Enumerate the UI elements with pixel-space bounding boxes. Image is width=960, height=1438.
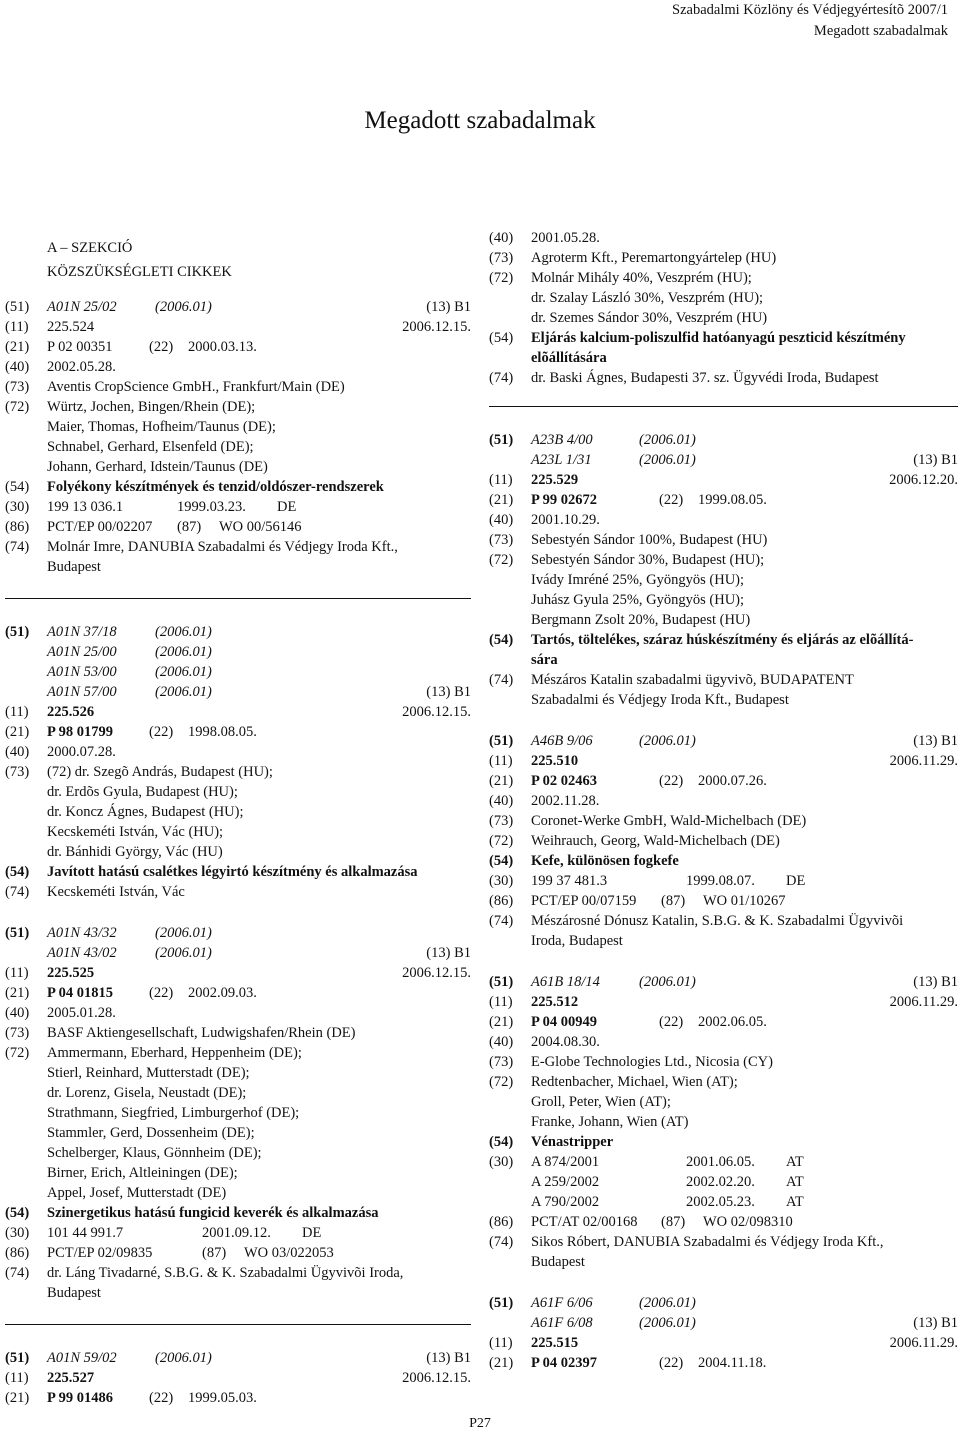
field-text: (11) bbox=[489, 753, 513, 769]
field-text: (87) bbox=[661, 1214, 686, 1230]
field-text: P 04 01815 bbox=[47, 985, 114, 1001]
field-text: (2006.01) bbox=[639, 452, 696, 468]
field-text: PCT/EP 00/07159 bbox=[531, 893, 637, 909]
field-text: (22) bbox=[149, 339, 174, 355]
field-text: P 02 00351 bbox=[47, 339, 113, 355]
field-text: (74) bbox=[5, 1265, 30, 1281]
field-text: Mészárosné Dónusz Katalin, S.B.G. & K. Szabadalmi Ügyvivõi bbox=[531, 913, 904, 929]
field-text: Groll, Peter, Wien (AT); bbox=[531, 1094, 671, 1110]
field-text: (51) bbox=[489, 733, 514, 749]
field-text: WO 02/098310 bbox=[703, 1214, 793, 1230]
field-text: Mészáros Katalin szabadalmi ügyvivõ, BUDAPATENT bbox=[531, 672, 854, 688]
field-text: (2006.01) bbox=[155, 299, 212, 315]
field-text: (73) bbox=[489, 250, 514, 266]
field-text: (72) bbox=[489, 270, 514, 286]
field-text: (51) bbox=[489, 1295, 514, 1311]
field-text: Appel, Josef, Mutterstadt (DE) bbox=[47, 1185, 227, 1201]
field-text: (73) bbox=[5, 1025, 30, 1041]
field-text: 2006.12.15. bbox=[402, 704, 471, 720]
field-text: 225.512 bbox=[531, 994, 579, 1010]
field-text: 2002.05.23. bbox=[686, 1194, 755, 1210]
field-text: (74) bbox=[489, 913, 514, 929]
field-text: Juhász Gyula 25%, Gyöngyös (HU); bbox=[531, 592, 745, 608]
field-text: (86) bbox=[5, 519, 30, 535]
field-text: AT bbox=[786, 1174, 804, 1190]
field-text: (11) bbox=[489, 1335, 513, 1351]
field-text: Budapest bbox=[47, 559, 101, 575]
field-text: 2001.05.28. bbox=[531, 230, 600, 246]
patent-record bbox=[489, 731, 958, 951]
field-text: 1999.08.05. bbox=[698, 492, 767, 508]
page-title: Megadott szabadalmak bbox=[364, 107, 596, 134]
field-text: 2002.11.28. bbox=[531, 793, 600, 809]
field-text: AT bbox=[786, 1154, 804, 1170]
field-text: (86) bbox=[5, 1245, 30, 1261]
field-text: Iroda, Budapest bbox=[531, 933, 623, 949]
field-text: PCT/AT 02/00168 bbox=[531, 1214, 638, 1230]
field-text: (40) bbox=[489, 230, 514, 246]
field-text: (73) bbox=[489, 813, 514, 829]
patent-title: Szinergetikus hatású fungicid keverék és alkalmazása bbox=[47, 1205, 379, 1221]
field-text: 2001.06.05. bbox=[686, 1154, 755, 1170]
field-text: (73) bbox=[489, 1054, 514, 1070]
field-text: (13) B1 bbox=[913, 733, 958, 749]
field-text: (13) B1 bbox=[913, 1315, 958, 1331]
field-text: 1999.08.07. bbox=[686, 873, 755, 889]
field-text: Kecskeméti István, Vác (HU); bbox=[47, 824, 224, 840]
field-text: WO 00/56146 bbox=[219, 519, 302, 535]
field-text: P 04 02397 bbox=[531, 1355, 598, 1371]
field-text: A01N 25/02 bbox=[47, 299, 117, 315]
field-text: 225.527 bbox=[47, 1370, 95, 1386]
field-text: Ivády Imréné 25%, Gyöngyös (HU); bbox=[531, 572, 745, 588]
field-text: Molnár Mihály 40%, Veszprém (HU); bbox=[531, 270, 752, 286]
field-text: (54) bbox=[489, 1134, 514, 1150]
field-text: (54) bbox=[5, 1205, 30, 1221]
field-text: (86) bbox=[489, 1214, 514, 1230]
running-header bbox=[672, 0, 948, 42]
field-text: (2006.01) bbox=[639, 432, 696, 448]
field-text: sára bbox=[531, 652, 558, 668]
field-text: (2006.01) bbox=[639, 974, 696, 990]
field-text: (22) bbox=[149, 1390, 174, 1406]
field-text: 225.510 bbox=[531, 753, 579, 769]
field-text: (54) bbox=[489, 853, 514, 869]
field-text: (21) bbox=[489, 773, 514, 789]
field-text: (11) bbox=[5, 319, 29, 335]
field-text: A23L 1/31 bbox=[531, 452, 592, 468]
field-text: 2006.11.29. bbox=[889, 994, 958, 1010]
field-text: elõállítására bbox=[531, 350, 607, 366]
patent-title: Tartós, töltelékes, száraz húskészítmény és eljárás az elõállítá- bbox=[531, 632, 914, 648]
field-text: A 259/2002 bbox=[531, 1174, 600, 1190]
field-text: (22) bbox=[149, 724, 174, 740]
field-text: E-Globe Technologies Ltd., Nicosia (CY) bbox=[531, 1054, 773, 1070]
field-text: (51) bbox=[489, 432, 514, 448]
field-text: Redtenbacher, Michael, Wien (AT); bbox=[531, 1074, 738, 1090]
field-text: DE bbox=[302, 1225, 322, 1241]
field-text: (51) bbox=[5, 1350, 30, 1366]
patent-record bbox=[5, 297, 471, 599]
patent-title: Javított hatású csalétkes légyirtó készítmény és alkalmazása bbox=[47, 864, 418, 880]
field-text: 1999.03.23. bbox=[177, 499, 246, 515]
field-text: (2006.01) bbox=[155, 644, 212, 660]
field-text: (2006.01) bbox=[155, 684, 212, 700]
field-text: (2006.01) bbox=[155, 664, 212, 680]
field-text: (51) bbox=[5, 925, 30, 941]
field-text: 2006.12.15. bbox=[402, 319, 471, 335]
field-text: (51) bbox=[5, 299, 30, 315]
field-text: (73) bbox=[5, 379, 30, 395]
field-text: (74) bbox=[489, 672, 514, 688]
field-text: (21) bbox=[5, 985, 30, 1001]
field-text: dr. Erdõs Gyula, Budapest (HU); bbox=[47, 784, 238, 800]
field-text: PCT/EP 00/02207 bbox=[47, 519, 153, 535]
field-text: (22) bbox=[659, 492, 684, 508]
field-text: (22) bbox=[659, 1355, 684, 1371]
field-text: 2006.11.29. bbox=[889, 753, 958, 769]
field-text: 225.526 bbox=[47, 704, 95, 720]
field-text: 2002.05.28. bbox=[47, 359, 116, 375]
field-text: (30) bbox=[489, 873, 514, 889]
field-text: 2004.08.30. bbox=[531, 1034, 600, 1050]
field-text: dr. Láng Tivadarné, S.B.G. & K. Szabadalmi Ügyvivõi Iroda, bbox=[47, 1265, 404, 1281]
field-text: (54) bbox=[5, 479, 30, 495]
field-text: (72) bbox=[489, 552, 514, 568]
field-text: (11) bbox=[5, 1370, 29, 1386]
field-text: WO 01/10267 bbox=[703, 893, 786, 909]
field-text: 2004.11.18. bbox=[698, 1355, 767, 1371]
field-text: (54) bbox=[5, 864, 30, 880]
field-text: (11) bbox=[489, 994, 513, 1010]
field-text: 2006.12.15. bbox=[402, 965, 471, 981]
field-text: Sebestyén Sándor 30%, Budapest (HU); bbox=[531, 552, 765, 568]
journal-title: Szabadalmi Közlöny és Védjegyértesítõ 2007/1 bbox=[672, 2, 948, 18]
field-text: 2002.06.05. bbox=[698, 1014, 767, 1030]
field-text: dr. Koncz Ágnes, Budapest (HU); bbox=[47, 804, 244, 820]
field-text: Ammermann, Eberhard, Heppenheim (DE); bbox=[47, 1045, 302, 1061]
patent-record bbox=[5, 1348, 471, 1408]
field-text: (74) bbox=[5, 539, 30, 555]
field-text: Coronet-Werke GmbH, Wald-Michelbach (DE) bbox=[531, 813, 807, 829]
field-text: Stierl, Reinhard, Mutterstadt (DE); bbox=[47, 1065, 250, 1081]
field-text: A01N 37/18 bbox=[47, 624, 117, 640]
field-text: A01N 59/02 bbox=[47, 1350, 117, 1366]
field-text: Sebestyén Sándor 100%, Budapest (HU) bbox=[531, 532, 768, 548]
field-text: (13) B1 bbox=[913, 452, 958, 468]
field-text: 2000.03.13. bbox=[188, 339, 257, 355]
field-text: A01N 53/00 bbox=[47, 664, 117, 680]
field-text: (2006.01) bbox=[639, 1295, 696, 1311]
field-text: (72) dr. Szegõ András, Budapest (HU); bbox=[47, 764, 273, 780]
field-text: (40) bbox=[489, 793, 514, 809]
field-text: (11) bbox=[5, 704, 29, 720]
field-text: A 790/2002 bbox=[531, 1194, 600, 1210]
field-text: 225.525 bbox=[47, 965, 95, 981]
field-text: (21) bbox=[489, 1014, 514, 1030]
field-text: Molnár Imre, DANUBIA Szabadalmi és Védjegy Iroda Kft., bbox=[47, 539, 398, 555]
field-text: 1999.05.03. bbox=[188, 1390, 257, 1406]
field-text: 225.515 bbox=[531, 1335, 579, 1351]
field-text: P 04 00949 bbox=[531, 1014, 598, 1030]
field-text: Maier, Thomas, Hofheim/Taunus (DE); bbox=[47, 419, 276, 435]
field-text: 2000.07.28. bbox=[47, 744, 116, 760]
field-text: (40) bbox=[5, 1005, 30, 1021]
field-text: (22) bbox=[659, 773, 684, 789]
field-text: (87) bbox=[661, 893, 686, 909]
field-text: 225.529 bbox=[531, 472, 579, 488]
field-text: DE bbox=[786, 873, 806, 889]
field-text: A 874/2001 bbox=[531, 1154, 600, 1170]
field-text: A01N 43/32 bbox=[47, 925, 117, 941]
field-text: 2002.09.03. bbox=[188, 985, 257, 1001]
field-text: (30) bbox=[5, 1225, 30, 1241]
field-text: (21) bbox=[489, 1355, 514, 1371]
field-text: DE bbox=[277, 499, 297, 515]
field-text: (72) bbox=[489, 1074, 514, 1090]
field-text: Kecskeméti István, Vác bbox=[47, 884, 185, 900]
patent-record bbox=[489, 1293, 958, 1373]
field-text: (74) bbox=[489, 1234, 514, 1250]
section-subheading: KÖZSZÜKSÉGLETI CIKKEK bbox=[47, 264, 232, 280]
field-text: (30) bbox=[5, 499, 30, 515]
field-text: Stammler, Gerd, Dossenheim (DE); bbox=[47, 1125, 255, 1141]
field-text: (40) bbox=[489, 512, 514, 528]
patent-record bbox=[489, 430, 958, 710]
field-text: (22) bbox=[149, 985, 174, 1001]
field-text: (87) bbox=[177, 519, 202, 535]
field-text: (40) bbox=[5, 744, 30, 760]
field-text: dr. Lorenz, Gisela, Neustadt (DE); bbox=[47, 1085, 247, 1101]
field-text: (2006.01) bbox=[155, 945, 212, 961]
field-text: (40) bbox=[5, 359, 30, 375]
field-text: Sikos Róbert, DANUBIA Szabadalmi és Védjegy Iroda Kft., bbox=[531, 1234, 884, 1250]
field-text: (2006.01) bbox=[155, 624, 212, 640]
field-text: A01N 43/02 bbox=[47, 945, 117, 961]
field-text: Schnabel, Gerhard, Elsenfeld (DE); bbox=[47, 439, 254, 455]
field-text: 2006.12.20. bbox=[889, 472, 958, 488]
patent-title: Vénastripper bbox=[531, 1134, 614, 1150]
field-text: (74) bbox=[489, 370, 514, 386]
field-text: (13) B1 bbox=[426, 684, 471, 700]
field-text: (73) bbox=[489, 532, 514, 548]
field-text: (2006.01) bbox=[155, 1350, 212, 1366]
field-text: P 98 01799 bbox=[47, 724, 114, 740]
field-text: Birner, Erich, Altleiningen (DE); bbox=[47, 1165, 238, 1181]
field-text: Agroterm Kft., Peremartongyártelep (HU) bbox=[531, 250, 777, 266]
field-text: 199 13 036.1 bbox=[47, 499, 124, 515]
field-text: Schelberger, Klaus, Gönnheim (DE); bbox=[47, 1145, 262, 1161]
field-text: Würtz, Jochen, Bingen/Rhein (DE); bbox=[47, 399, 256, 415]
field-text: (30) bbox=[489, 1154, 514, 1170]
patent-record bbox=[5, 923, 471, 1325]
right-column bbox=[489, 228, 958, 1394]
field-text: 2006.12.15. bbox=[402, 1370, 471, 1386]
field-text: (74) bbox=[5, 884, 30, 900]
field-text: (72) bbox=[5, 399, 30, 415]
field-text: dr. Baski Ágnes, Budapesti 37. sz. Ügyvédi Iroda, Budapest bbox=[531, 370, 879, 386]
field-text: WO 03/022053 bbox=[244, 1245, 334, 1261]
field-text: (13) B1 bbox=[426, 945, 471, 961]
field-text: 2001.10.29. bbox=[531, 512, 600, 528]
field-text: A01N 57/00 bbox=[47, 684, 117, 700]
field-text: (21) bbox=[489, 492, 514, 508]
left-column bbox=[5, 238, 471, 1429]
field-text: 2000.07.26. bbox=[698, 773, 767, 789]
field-text: (21) bbox=[5, 339, 30, 355]
field-text: A46B 9/06 bbox=[531, 733, 593, 749]
field-text: P 99 02672 bbox=[531, 492, 598, 508]
field-text: Strathmann, Siegfried, Limburgerhof (DE); bbox=[47, 1105, 300, 1121]
page-number: P27 bbox=[469, 1416, 491, 1431]
patent-title: Folyékony készítmények és tenzid/oldószer-rendszerek bbox=[47, 479, 384, 495]
header-section: Megadott szabadalmak bbox=[813, 23, 948, 39]
field-text: Aventis CropScience GmbH., Frankfurt/Main (DE) bbox=[47, 379, 345, 395]
field-text: Budapest bbox=[531, 1254, 585, 1270]
field-text: dr. Szalay László 30%, Veszprém (HU); bbox=[531, 290, 764, 306]
field-text: AT bbox=[786, 1194, 804, 1210]
field-text: (72) bbox=[489, 833, 514, 849]
field-text: (51) bbox=[489, 974, 514, 990]
field-text: Johann, Gerhard, Idstein/Taunus (DE) bbox=[47, 459, 268, 475]
field-text: A61F 6/06 bbox=[531, 1295, 593, 1311]
field-text: (40) bbox=[489, 1034, 514, 1050]
patent-record bbox=[5, 622, 471, 902]
field-text: (21) bbox=[5, 724, 30, 740]
field-text: Budapest bbox=[47, 1285, 101, 1301]
field-text: A23B 4/00 bbox=[531, 432, 593, 448]
section-heading: A – SZEKCIÓ bbox=[47, 240, 133, 256]
field-text: (72) bbox=[5, 1045, 30, 1061]
field-text: 1998.08.05. bbox=[188, 724, 257, 740]
field-text: dr. Bánhidi György, Vác (HU) bbox=[47, 844, 223, 860]
field-text: BASF Aktiengesellschaft, Ludwigshafen/Rhein (DE) bbox=[47, 1025, 356, 1041]
field-text: 101 44 991.7 bbox=[47, 1225, 124, 1241]
field-text: Bergmann Zsolt 20%, Budapest (HU) bbox=[531, 612, 751, 628]
field-text: (87) bbox=[202, 1245, 227, 1261]
field-text: 199 37 481.3 bbox=[531, 873, 608, 889]
field-text: (13) B1 bbox=[426, 299, 471, 315]
field-text: (13) B1 bbox=[913, 974, 958, 990]
field-text: 225.524 bbox=[47, 319, 95, 335]
field-text: dr. Szemes Sándor 30%, Veszprém (HU) bbox=[531, 310, 768, 326]
field-text: (22) bbox=[659, 1014, 684, 1030]
field-text: (86) bbox=[489, 893, 514, 909]
field-text: PCT/EP 02/09835 bbox=[47, 1245, 153, 1261]
field-text: A61F 6/08 bbox=[531, 1315, 593, 1331]
field-text: (2006.01) bbox=[639, 1315, 696, 1331]
field-text: (13) B1 bbox=[426, 1350, 471, 1366]
field-text: (2006.01) bbox=[639, 733, 696, 749]
field-text: A01N 25/00 bbox=[47, 644, 117, 660]
patent-record bbox=[489, 228, 958, 407]
field-text: 2002.02.20. bbox=[686, 1174, 755, 1190]
field-text: (73) bbox=[5, 764, 30, 780]
field-text: (2006.01) bbox=[155, 925, 212, 941]
field-text: Szabadalmi és Védjegy Iroda Kft., Budapest bbox=[531, 692, 789, 708]
field-text: P 02 02463 bbox=[531, 773, 598, 789]
patent-record bbox=[489, 972, 958, 1272]
field-text: A61B 18/14 bbox=[531, 974, 600, 990]
field-text: 2001.09.12. bbox=[202, 1225, 271, 1241]
field-text: (54) bbox=[489, 330, 514, 346]
field-text: 2005.01.28. bbox=[47, 1005, 116, 1021]
field-text: P 99 01486 bbox=[47, 1390, 114, 1406]
field-text: (51) bbox=[5, 624, 30, 640]
field-text: Weihrauch, Georg, Wald-Michelbach (DE) bbox=[531, 833, 780, 849]
field-text: 2006.11.29. bbox=[889, 1335, 958, 1351]
patent-title: Kefe, különösen fogkefe bbox=[531, 853, 679, 869]
field-text: (21) bbox=[5, 1390, 30, 1406]
field-text: (11) bbox=[489, 472, 513, 488]
field-text: (11) bbox=[5, 965, 29, 981]
field-text: Franke, Johann, Wien (AT) bbox=[531, 1114, 689, 1130]
patent-title: Eljárás kalcium-poliszulfid hatóanyagú peszticid készítmény bbox=[531, 330, 906, 346]
field-text: (54) bbox=[489, 632, 514, 648]
